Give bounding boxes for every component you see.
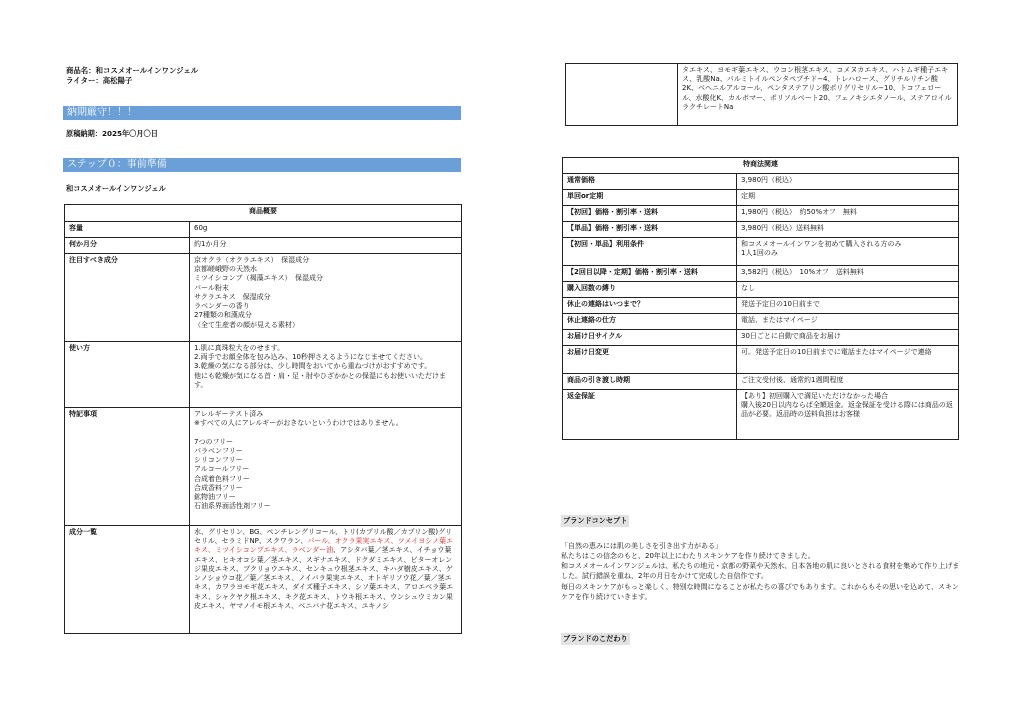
tk-value-delivery-change: 可。発送予定日の10日前までに電話またはマイページで連絡: [737, 346, 959, 374]
deadline-text: 原稿納期：2025年〇月〇日: [66, 129, 158, 138]
tk-value-refund: 【あり】初回購入で満足いただけなかった場合 購入後20日以内ならば全額返金。返金保証を受ける際には商品の返品が必要。返品時の送料負担はお客様: [737, 390, 959, 440]
ingredients-text-part2: 、アシタバ葉／茎エキス、イチョウ葉エキス、ヒキオコシ葉／茎エキス、スギナエキス、ドクダミエキス、ビターオレンジ果皮エキス、ブクリョウエキス、センキュウ根茎エキス、キハダ樹皮エキス、ゲンノショウコ花／葉／茎エキス、ノイバラ果実エキス、オトギリソウ花／葉／茎エキス、カワラヨモギ花エキス、ダイズ種子エキス、シソ葉エキス、アロエベラ葉エキス、シャクヤク根エキス、キク花エキス、トウキ根エキス、ウンシュウミカン果皮エキス、ヤマノイモ根エキス、ベニバナ花エキス、ユキノシ: [194, 546, 454, 610]
tk-label-plan: 単回or定期: [563, 190, 737, 206]
row-label-ingredients: 成分一覧: [65, 526, 190, 634]
row-value-usage: 1.肌に真珠粒大をのせます。 2.両手でお顔全体を包み込み、10秒押さえるようになじませてください。 3.乾燥の気になる部分は、少し時間をおいてから重ねづけがおすすめです。 他にも乾燥が気になる首・肩・足・肘やひざかかとの保湿にもお使いいただけます。: [190, 342, 462, 408]
ingredients-text-part1: 水、グリセリン、BG、ペンチレングリコール、トリ(カプリル酸／カプリン酸)グリセリル、セラミドNP、スクワラン、: [194, 528, 453, 546]
overview-table-title: 商品概要: [65, 205, 462, 222]
row-value-volume: 60g: [190, 222, 462, 238]
writer-line: ライター：高松陽子: [66, 76, 133, 86]
row-value-months: 約1か月分: [190, 238, 462, 254]
brand-concept-heading: ブランドコンセプト: [563, 516, 628, 525]
step-banner: ステップ０：事前準備: [63, 158, 461, 172]
row-value-ingredients: [190, 526, 462, 634]
tk-value-plan: 定期: [737, 190, 959, 206]
tk-value-regular-price: 3,980円（税込）: [737, 174, 959, 190]
tk-value-single: 3,980円（税込）送料無料: [737, 222, 959, 238]
ingredients-continued-empty: [566, 64, 678, 126]
row-label-volume: 容量: [65, 222, 190, 238]
tk-value-second: 3,582円（税込） 10%オフ 送料無料: [737, 266, 959, 282]
tk-label-delivery-cycle: お届け日サイクル: [563, 330, 737, 346]
tokutei-table-title: 特商法関連: [563, 158, 959, 174]
brand-kodawari-heading: ブランドのこだわり: [563, 634, 628, 643]
tk-label-first: 【初回】価格・割引率・送料: [563, 206, 737, 222]
tk-value-first: 1,980円（税込） 約50%オフ 無料: [737, 206, 959, 222]
ingredients-highlight: パール、オクラ果実エキス、ツメイヨシノ葉エキス、ミツイシコンブエキス、ラベンダー油: [194, 537, 454, 555]
tk-label-delivery-time: 商品の引き渡し時期: [563, 374, 737, 390]
row-value-key-ingredients: 京オクラ（オクラエキス） 保湿成分 京都嵯峨野の天然水 ミツイシコンブ（褐藻エキス） 保湿成分 パール粉末 サクラエキス 保湿成分 ラベンダーの香り 27種類の和漢成分 （全て生産者の顔が見える素材）: [190, 254, 462, 342]
deadline-banner: 納期厳守！！！: [63, 106, 461, 120]
tk-label-single: 【単品】価格・割引率・送料: [563, 222, 737, 238]
row-label-months: 何か月分: [65, 238, 190, 254]
ingredients-continued-text: タエキス、ヨモギ葉エキス、ウコン根茎エキス、コメヌカエキス、ハトムギ種子エキス、乳酸Na、パルミトイルペンタペプチド−4、トレハロース、グリチルリチン酸2K、ベヘニルアルコール、ペンタステアリン酸ポリグリセリル−10、トコフェロール、水酸化K、カルボマー、ポリソルベート20、フェノキシエタノール、ステアロイルラクチレートNa: [678, 64, 958, 126]
tk-value-pause-deadline: 発送予定日の10日前まで: [737, 298, 959, 314]
tokutei-table: [562, 157, 959, 440]
row-value-notes: アレルギーテスト済み ※すべての人にアレルギーがおきないというわけではありません。 7つのフリー パラベンフリー シリコンフリー アルコールフリー 合成着色料フリー 合成香料フリー 鉱物油フリー 石油系界面活性剤フリー: [190, 408, 462, 526]
row-label-notes: 特記事項: [65, 408, 190, 526]
tk-label-regular-price: 通常価格: [563, 174, 737, 190]
ingredients-continued-table: [565, 63, 958, 126]
tk-label-delivery-change: お届け日変更: [563, 346, 737, 374]
brand-concept-text: 「自然の恵みには肌の美しさを引き出す力がある」 私たちはこの信念のもと、20年以上にわたりスキンケアを作り続けてきました。 和コスメオールインワンジェルは、私たちの地元・京都の野菜や天然水、日本各地の肌に良いとされる食材を集めて作り上げました。試行錯誤を重ね、2年の月日をかけて完成した自信作です。 毎日のスキンケアがもっと楽しく、特別な時間になることが私たちの喜びでもあります。これからもその思いを込めて、スキンケアを作り続けていきます。: [561, 542, 960, 601]
tk-label-second: 【2回目以降・定期】価格・割引率・送料: [563, 266, 737, 282]
product-title: 和コスメオールインワンジェル: [66, 184, 166, 193]
tk-value-delivery-cycle: 30日ごとに自動で商品をお届け: [737, 330, 959, 346]
overview-table: [64, 204, 462, 634]
document-meta: [66, 66, 198, 87]
tk-value-delivery-time: ご注文受付後、通常約1週間程度: [737, 374, 959, 390]
row-label-key-ingredients: 注目すべき成分: [65, 254, 190, 342]
tk-label-conditions: 【初回・単品】利用条件: [563, 238, 737, 266]
tk-value-purchase-limit: なし: [737, 282, 959, 298]
product-name-line: 商品名：和コスメオールインワンジェル: [66, 66, 199, 75]
tk-value-pause-method: 電話、またはマイページ: [737, 314, 959, 330]
row-label-usage: 使い方: [65, 342, 190, 408]
tk-value-conditions: 和コスメオールインワンを初めて購入される方のみ 1人1回のみ: [737, 238, 959, 266]
tk-label-pause-method: 休止連絡の仕方: [563, 314, 737, 330]
tk-label-pause-deadline: 休止の連絡はいつまで？: [563, 298, 737, 314]
tk-label-refund: 返金保証: [563, 390, 737, 440]
tk-label-purchase-limit: 購入回数の縛り: [563, 282, 737, 298]
